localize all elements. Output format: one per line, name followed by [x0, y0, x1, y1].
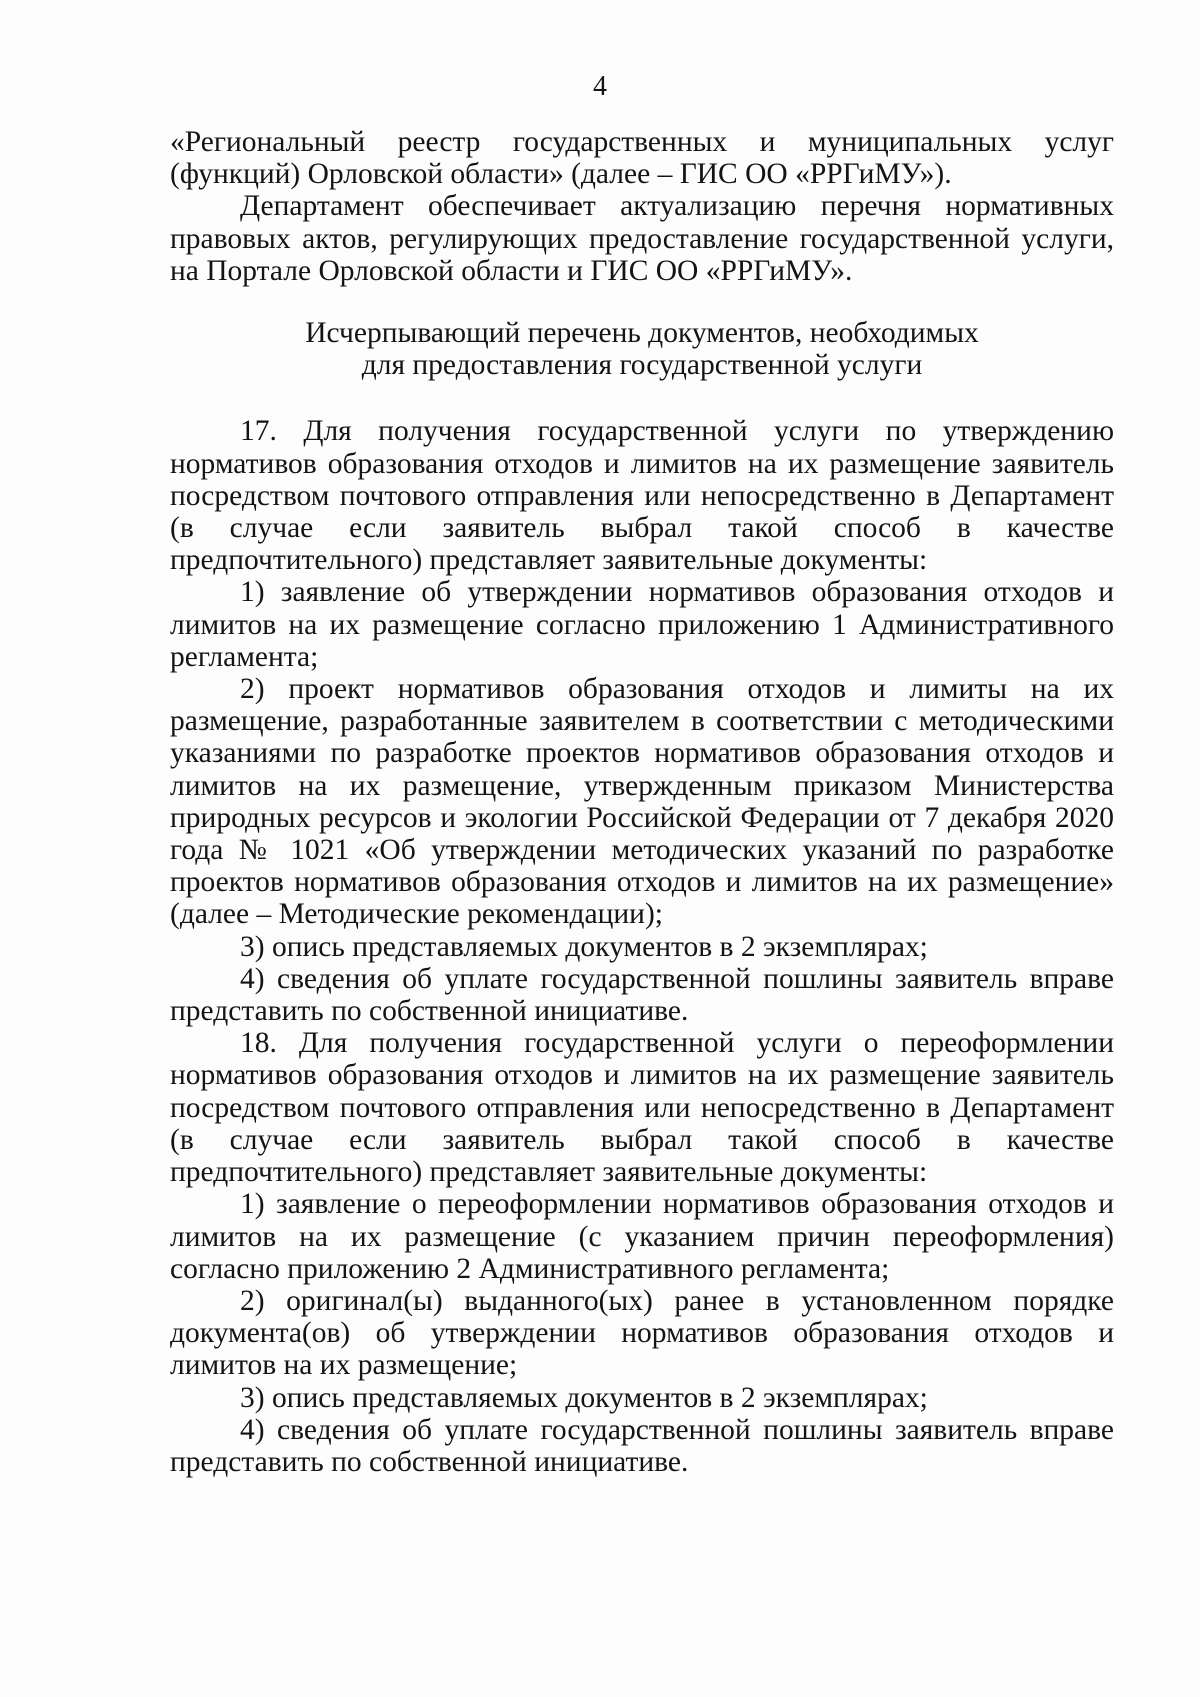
section-heading-line-2: для предоставления государственной услуги: [361, 349, 923, 382]
clause-17-item-3: 3) опись представляемых документов в 2 экземплярах;: [240, 930, 928, 963]
page-number: 4: [593, 71, 607, 102]
clause-17: 17. Для получения государственной услуги по утверждению нормативов образования отходов и лимитов на их размещение заявитель посредством почтового отправления или непосредственно в Департамент (в случае если заявитель выбрал такой способ в качестве предпочтительного) представляет заявительные документы:: [170, 415, 1114, 577]
paragraph-department-updates: Департамент обеспечивает актуализацию перечня нормативных правовых актов, регулирующих предоставление государственной услуги, на Портале Орловской области и ГИС ОО «РРГиМУ».: [170, 190, 1114, 287]
section-heading-line-1: Исчерпывающий перечень документов, необходимых: [305, 317, 979, 350]
document-body: [170, 126, 1114, 1478]
paragraph-registry-name: «Региональный реестр государственных и муниципальных услуг (функций) Орловской области» (далее – ГИС ОО «РРГиМУ»).: [170, 126, 1114, 191]
clause-18-item-1: 1) заявление о переоформлении нормативов образования отходов и лимитов на их размещение (с указанием причин переоформления) согласно приложению 2 Административного регламента;: [170, 1188, 1114, 1285]
clause-18-item-2: 2) оригинал(ы) выданного(ых) ранее в установленном порядке документа(ов) об утверждении нормативов образования отходов и лимитов на их размещение;: [170, 1284, 1114, 1382]
clause-17-item-2: 2) проект нормативов образования отходов и лимиты на их размещение, разработанные заявителем в соответствии с методическими указаниями по разработке проектов нормативов образования отходов и лимитов на их размещение, утвержденным приказом Министерства природных ресурсов и экологии Российской Федерации от 7 декабря 2020 года № 1021 «Об утверждении методических указаний по разработке проектов нормативов образования отходов и лимитов на их размещение» (далее – Методические рекомендации);: [170, 673, 1114, 931]
clause-18-item-4: 4) сведения об уплате государственной пошлины заявитель вправе представить по собственной инициативе.: [170, 1413, 1114, 1478]
section-heading: [170, 317, 1114, 381]
clause-18: 18. Для получения государственной услуги о переоформлении нормативов образования отходов и лимитов на их размещение заявитель посредством почтового отправления или непосредственно в Департамент (в случае если заявитель выбрал такой способ в качестве предпочтительного) представляет заявительные документы:: [170, 1027, 1114, 1189]
clause-18-item-3: 3) опись представляемых документов в 2 экземплярах;: [240, 1381, 928, 1414]
clause-17-item-1: 1) заявление об утверждении нормативов образования отходов и лимитов на их размещение согласно приложению 1 Административного регламента;: [170, 576, 1114, 673]
clause-17-item-4: 4) сведения об уплате государственной пошлины заявитель вправе представить по собственной инициативе.: [170, 962, 1114, 1028]
